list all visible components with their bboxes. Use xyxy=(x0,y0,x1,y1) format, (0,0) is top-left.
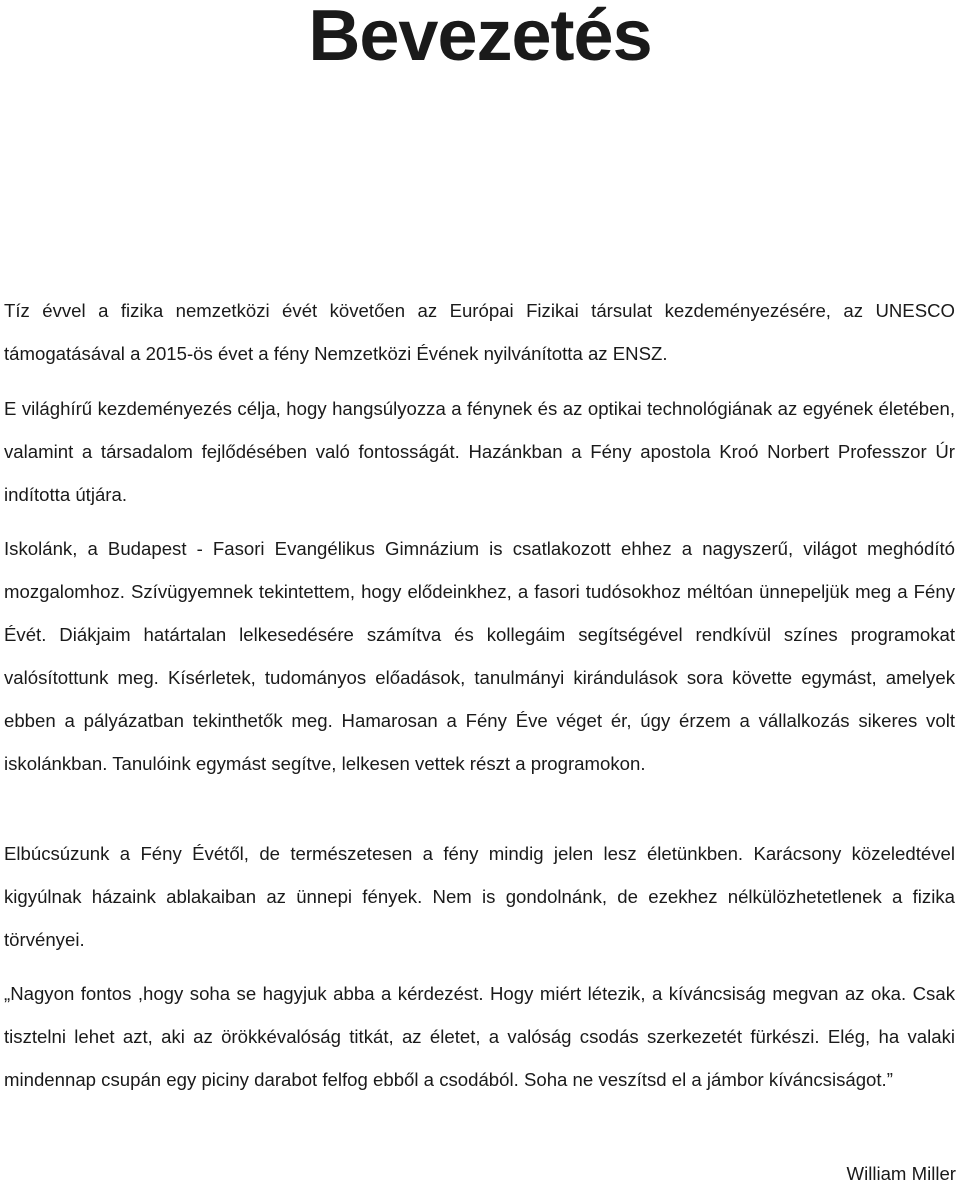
paragraph-intro: Tíz évvel a fizika nemzetközi évét követően az Európai Fizikai társulat kezdeményezésére, az UNESCO támogatásával a 2015-ös évet a fény Nemzetközi Évének nyilvánította az ENSZ. xyxy=(4,300,955,364)
paragraph-initiative: E világhírű kezdeményezés célja, hogy hangsúlyozza a fénynek és az optikai technológiának az egyének életében, valamint a társadalom fejlődésében való fontosságát. Hazánkban a Fény apostola Kroó Norbert Professzor Úr indította útjára. xyxy=(4,398,955,505)
paragraph-farewell: Elbúcsúzunk a Fény Évétől, de természetesen a fény mindig jelen lesz életünkben. Karácsony közeledtével kigyúlnak házaink ablakaiban az ünnepi fények. Nem is gondolnánk, de ezekhez nélkülözhetetlenek a fizika törvényei. xyxy=(4,843,955,950)
paragraph-quote: „Nagyon fontos ,hogy soha se hagyjuk abba a kérdezést. Hogy miért létezik, a kíváncsiság megvan az oka. Csak tisztelni lehet azt, aki az örökkévalóság titkát, az életet, a valóság csodás szerkezetét fürkészi. Elég, ha valaki mindennap csupán egy piciny darabot felfog ebből a csodából. Soha ne veszítsd el a jámbor kíváncsiságot.” xyxy=(4,983,955,1090)
signature: William Miller xyxy=(846,1163,956,1184)
page-title: Bevezetés xyxy=(308,0,652,76)
paragraph-school: Iskolánk, a Budapest - Fasori Evangélikus Gimnázium is csatlakozott ehhez a nagyszerű, világot meghódító mozgalomhoz. Szívügyemnek tekintettem, hogy elődeinkhez, a fasori tudósokhoz méltóan ünnepeljük meg a Fény Évét. Diákjaim határtalan lelkesedésére számítva és kollegáim segítségével rendkívül színes programokat valósítottunk meg. Kísérletek, tudományos előadások, tanulmányi kirándulások sora követte egymást, amelyek ebben a pályázatban tekinthetők meg. Hamarosan a Fény Éve véget ér, úgy érzem a vállalkozás sikeres volt iskolánkban. Tanulóink egymást segítve, lelkesen vettek részt a programokon. xyxy=(4,538,955,774)
